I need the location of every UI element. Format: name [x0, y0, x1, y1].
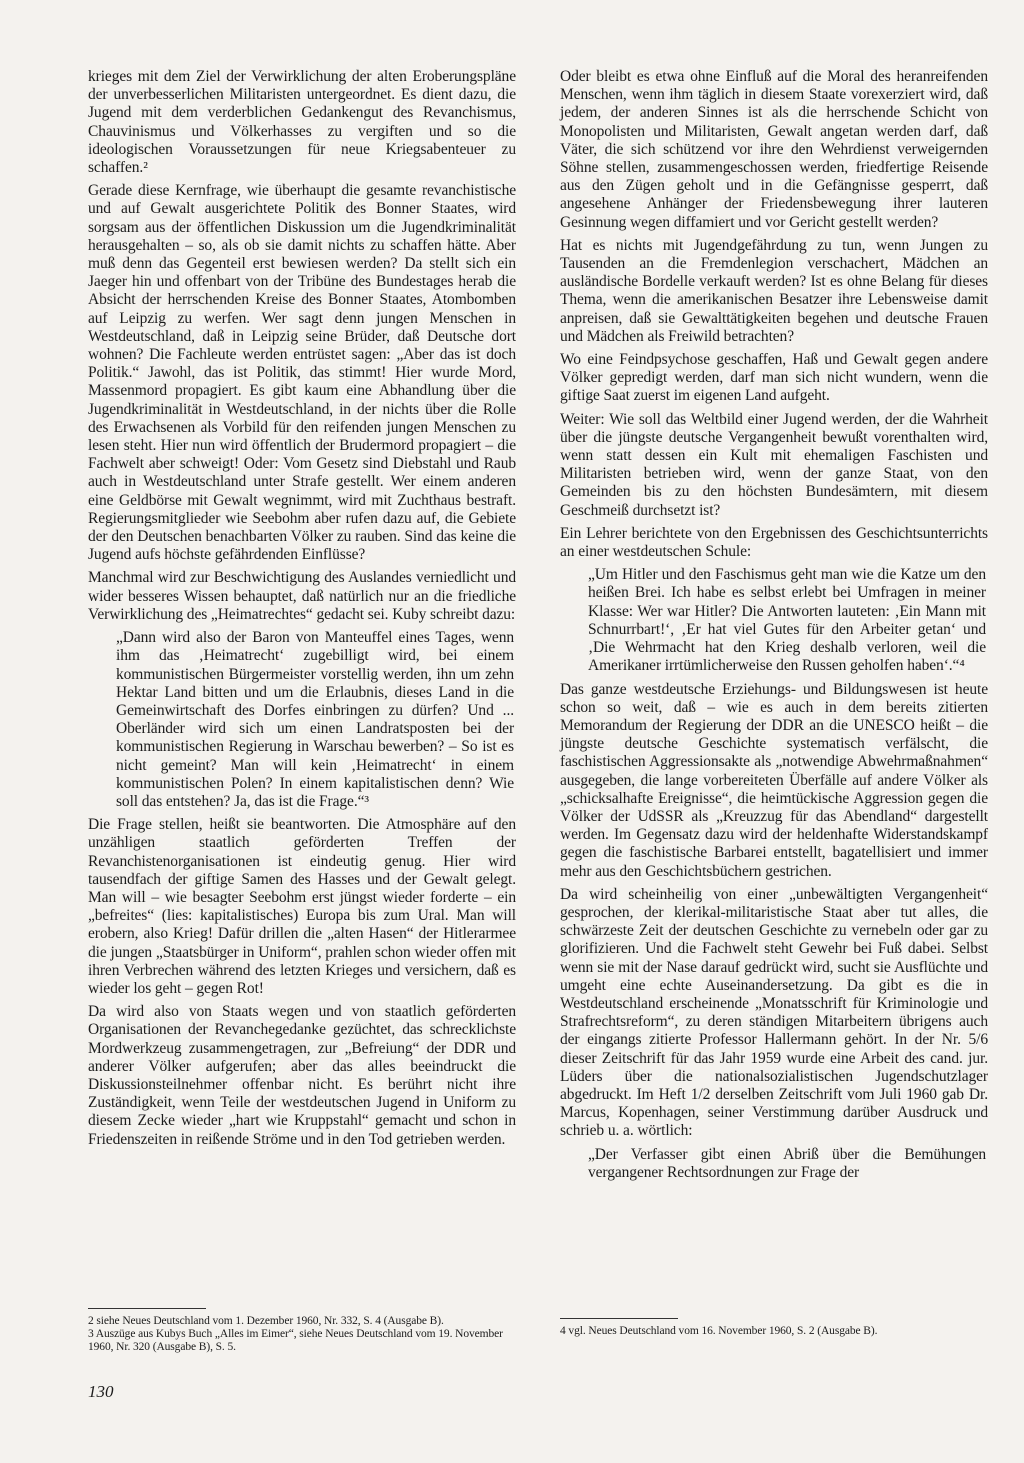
- block-quote: „Dann wird also der Baron von Manteuffel eines Tages, wenn ihm das ‚Heimatrecht‘ zugebilligt wird, bei einem kommunistischen Bürgermeister vorstellig werden, ihn um zehn Hektar Land bitten und um die Erlaubnis, dieses Land in die Gemeinwirtschaft des Dorfes einbringen zu dürfen? Und ... Oberländer wird sich um einen Landratsposten bei der kommunistischen Regierung in Warschau bewerben? – So ist es nicht gemeint? Man will kein ‚Heimatrecht‘ in einem kommunistischen Polen? In einem kapitalistischen denn? Wie soll das entstehen? Ja, das ist die Frage.“³: [116, 629, 514, 810]
- block-quote: „Um Hitler und den Faschismus geht man wie die Katze um den heißen Brei. Ich habe es selbst erlebt bei Umfragen in meiner Klasse: Wer war Hitler? Die Antworten lauteten: ‚Ein Mann mit Schnurrbart!‘, ‚Er hat viel Gutes für den Arbeiter getan‘ und ‚Die Wehrmacht hat den Krieg deshalb verloren, weil die Amerikaner irrtümlicherweise den Russen geholfen haben‘.“⁴: [588, 566, 986, 675]
- paragraph: Die Frage stellen, heißt sie beantworten. Die Atmosphäre auf den unzähligen staatlich geförderten Treffen der Revanchistenorganisationen ist eindeutig genug. Hier wird tausendfach der giftige Samen des Hasses und der Gewalt gelegt. Man will – wie besagter Seebohm erst jüngst wieder forderte – ein „befreites“ (lies: kapitalistisches) Europa bis zum Ural. Man will erobern, also Krieg! Dafür drillen die „alten Hasen“ der Hitlerarmee die jungen „Staatsbürger in Uniform“, prahlen schon wieder offen mit ihren Verbrechen während des letzten Krieges und versichern, daß es wieder los geht – gegen Rot!: [88, 816, 516, 997]
- paragraph: Hat es nichts mit Jugendgefährdung zu tun, wenn Jungen zu Tausenden an die Fremdenlegion verschachert, Mädchen an ausländische Bordelle verkauft werden? Ist es ohne Belang für dieses Thema, wenn die amerikanischen Besatzer ihre Lebensweise damit anpreisen, daß sie Gewalttätigkeiten begehen und deutsche Frauen und Mädchen als Freiwild betrachten?: [560, 236, 988, 345]
- paragraph: krieges mit dem Ziel der Verwirklichung der alten Eroberungspläne der unverbesserlichen Militaristen untergeordnet. Es dient dazu, die Jugend mit dem verderblichen Gedankengut des Revanchismus, Chauvinismus und Völkerhasses zu vergiften und so die ideologischen Voraussetzungen für neue Kriegsabenteuer zu schaffen.²: [88, 68, 516, 177]
- paragraph: Manchmal wird zur Beschwichtigung des Auslandes verniedlicht und wider besseres Wissen behauptet, daß natürlich nur an die friedliche Verwirklichung des „Heimatrechtes“ gedacht sei. Kuby schreibt dazu:: [88, 569, 516, 623]
- paragraph: Wo eine Feindpsychose geschaffen, Haß und Gewalt gegen andere Völker gepredigt werden, darf man sich nicht wundern, wenn die giftige Saat zuerst im eigenen Land aufgeht.: [560, 351, 988, 405]
- page-number: 130: [88, 1382, 114, 1401]
- right-footnotes: [560, 1300, 988, 1338]
- paragraph: Weiter: Wie soll das Weltbild einer Jugend werden, der die Wahrheit über die jüngste deutsche Vergangenheit bewußt vorenthalten wird, wenn statt dessen ein Kult mit ehemaligen Faschisten und Militaristen betrieben wird, wenn der ganze Staat, von den Gemeinden bis zu den höchsten Bundesämtern, mit diesem Geschmeiß durchsetzt ist?: [560, 410, 988, 519]
- left-column: [88, 68, 516, 1154]
- footnote-rule: [88, 1308, 206, 1309]
- paragraph: Oder bleibt es etwa ohne Einfluß auf die Moral des heranreifenden Menschen, wenn ihm täglich in diesem Staate vorexerziert wird, daß jedem, der anderen Sinnes ist als die herrschende Schicht von Monopolisten und Militaristen, Gewalt angetan werden darf, daß Väter, die sich schützend vor ihre den Wehrdienst verweigernden Söhne stellen, zusammengeschossen werden, friedfertige Reisende aus den Zügen geholt und in die Gefängnisse gesperrt, daß angesehene Anhänger der Friedensbewegung ihrer lauteren Gesinnung wegen diffamiert und vor Gericht gestellt werden?: [560, 68, 988, 231]
- footnote: 4 vgl. Neues Deutschland vom 16. November 1960, S. 2 (Ausgabe B).: [560, 1325, 878, 1337]
- footnote-rule: [560, 1318, 678, 1319]
- paragraph: Das ganze westdeutsche Erziehungs- und Bildungswesen ist heute schon so weit, daß – wie es auch in dem bereits zitierten Memorandum der Regierung der DDR an die UNESCO heißt – die jüngste deutsche Geschichte systematisch verfälscht, die faschistischen Aggressionsakte als „notwendige Abwehrmaßnahmen“ ausgegeben, die lange vorbereiteten Überfälle auf andere Völker als „schicksalhafte Ereignisse“, die heimtückische Aggression gegen die Völker der UdSSR als „Kreuzzug für das Abendland“ dargestellt werden. Im Gegensatz dazu wird der heldenhafte Widerstandskampf gegen die faschistische Barbarei entstellt, bagatellisiert und immer mehr aus den Geschichtsbüchern gestrichen.: [560, 680, 988, 880]
- footnote: 3 Auszüge aus Kubys Buch „Alles im Eimer“, siehe Neues Deutschland vom 19. November 1960, Nr. 320 (Ausgabe B), S. 5.: [88, 1328, 503, 1353]
- paragraph: Ein Lehrer berichtete von den Ergebnissen des Geschichtsunterrichts an einer westdeutschen Schule:: [560, 524, 988, 561]
- block-quote: „Der Verfasser gibt einen Abriß über die Bemühungen vergangener Rechtsordnungen zur Frage der: [588, 1145, 986, 1181]
- left-footnotes: [88, 1290, 516, 1354]
- right-column: [560, 68, 988, 1187]
- paragraph: Da wird scheinheilig von einer „unbewältigten Vergangenheit“ gesprochen, der klerikal-militaristische Staat aber tut alles, die schwärzeste Zeit der deutschen Geschichte zu vernebeln oder gar zu glorifizieren. Und die Fachwelt steht Gewehr bei Fuß dabei. Selbst wenn sie mit der Nase darauf gedrückt wird, sucht sie Ausflüchte und umgeht eine echte Auseinandersetzung. Da gibt es die in Westdeutschland erscheinende „Monatsschrift für Kriminologie und Strafrechtsreform“, zu deren ständigen Mitarbeitern übrigens auch der eingangs zitierte Professor Hallermann gehört. In der Nr. 5/6 dieser Zeitschrift für das Jahr 1959 wurde eine Arbeit des cand. jur. Lüders über die nationalsozialistischen Jugendschutzlager abgedruckt. Im Heft 1/2 derselben Zeitschrift vom Juli 1960 gab Dr. Marcus, Kopenhagen, seiner Verstimmung darüber Ausdruck und schrieb u. a. wörtlich:: [560, 885, 988, 1140]
- footnote: 2 siehe Neues Deutschland vom 1. Dezember 1960, Nr. 332, S. 4 (Ausgabe B).: [88, 1315, 444, 1327]
- paragraph: Gerade diese Kernfrage, wie überhaupt die gesamte revanchistische und auf Gewalt ausgerichtete Politik des Bonner Staates, wird sorgsam aus der öffentlichen Diskussion um die Jugendkriminalität herausgehalten – so, als ob sie damit nichts zu schaffen hätte. Aber muß denn das Gegenteil erst bewiesen werden? Da stellt sich ein Jaeger hin und offenbart von der Tribüne des Bundestages herab die Absicht der herrschenden Kreise des Bonner Staates, Atombomben auf Leipzig zu werfen. Wer sagt denn jungen Menschen in Westdeutschland, daß in Leipzig seine Brüder, daß Deutsche dort wohnen? Die Fachleute werden entrüstet sagen: „Aber das ist doch Politik.“ Jawohl, das ist Politik, das stimmt! Hier wurde Mord, Massenmord propagiert. Es gibt kaum eine Abhandlung über die Jugendkriminalität in Westdeutschland, in der nichts über die Rolle des Erwachsenen als Vorbild für den reifenden jungen Menschen zu lesen steht. Hier nun wird öffentlich der Brudermord propagiert – die Fachwelt aber schweigt! Oder: Vom Gesetz sind Diebstahl und Raub auch in Westdeutschland unter Strafe gestellt. Wer einem anderen eine Geldbörse mit Gewalt wegnimmt, wird mit Zuchthaus bestraft. Regierungsmitglieder wie Seebohm aber rufen dazu auf, die Gebiete der den Deutschen benachbarten Völker zu rauben. Sind das keine die Jugend aufs höchste gefährdenden Einflüsse?: [88, 182, 516, 564]
- paragraph: Da wird also von Staats wegen und von staatlich geförderten Organisationen der Revanchegedanke gezüchtet, das schrecklichste Mordwerkzeug zusammengetragen, zur „Befreiung“ der DDR und anderer Völker aufgerufen; aber das alles beeindruckt die Diskussionsteilnehmer offenbar nicht. Es berührt nicht ihre Zuständigkeit, wenn Teile der westdeutschen Jugend in Uniform zu diesem Zecke wieder „hart wie Kruppstahl“ gemacht und schon in Friedenszeiten in reißende Ströme und in den Tod getrieben werden.: [88, 1003, 516, 1148]
